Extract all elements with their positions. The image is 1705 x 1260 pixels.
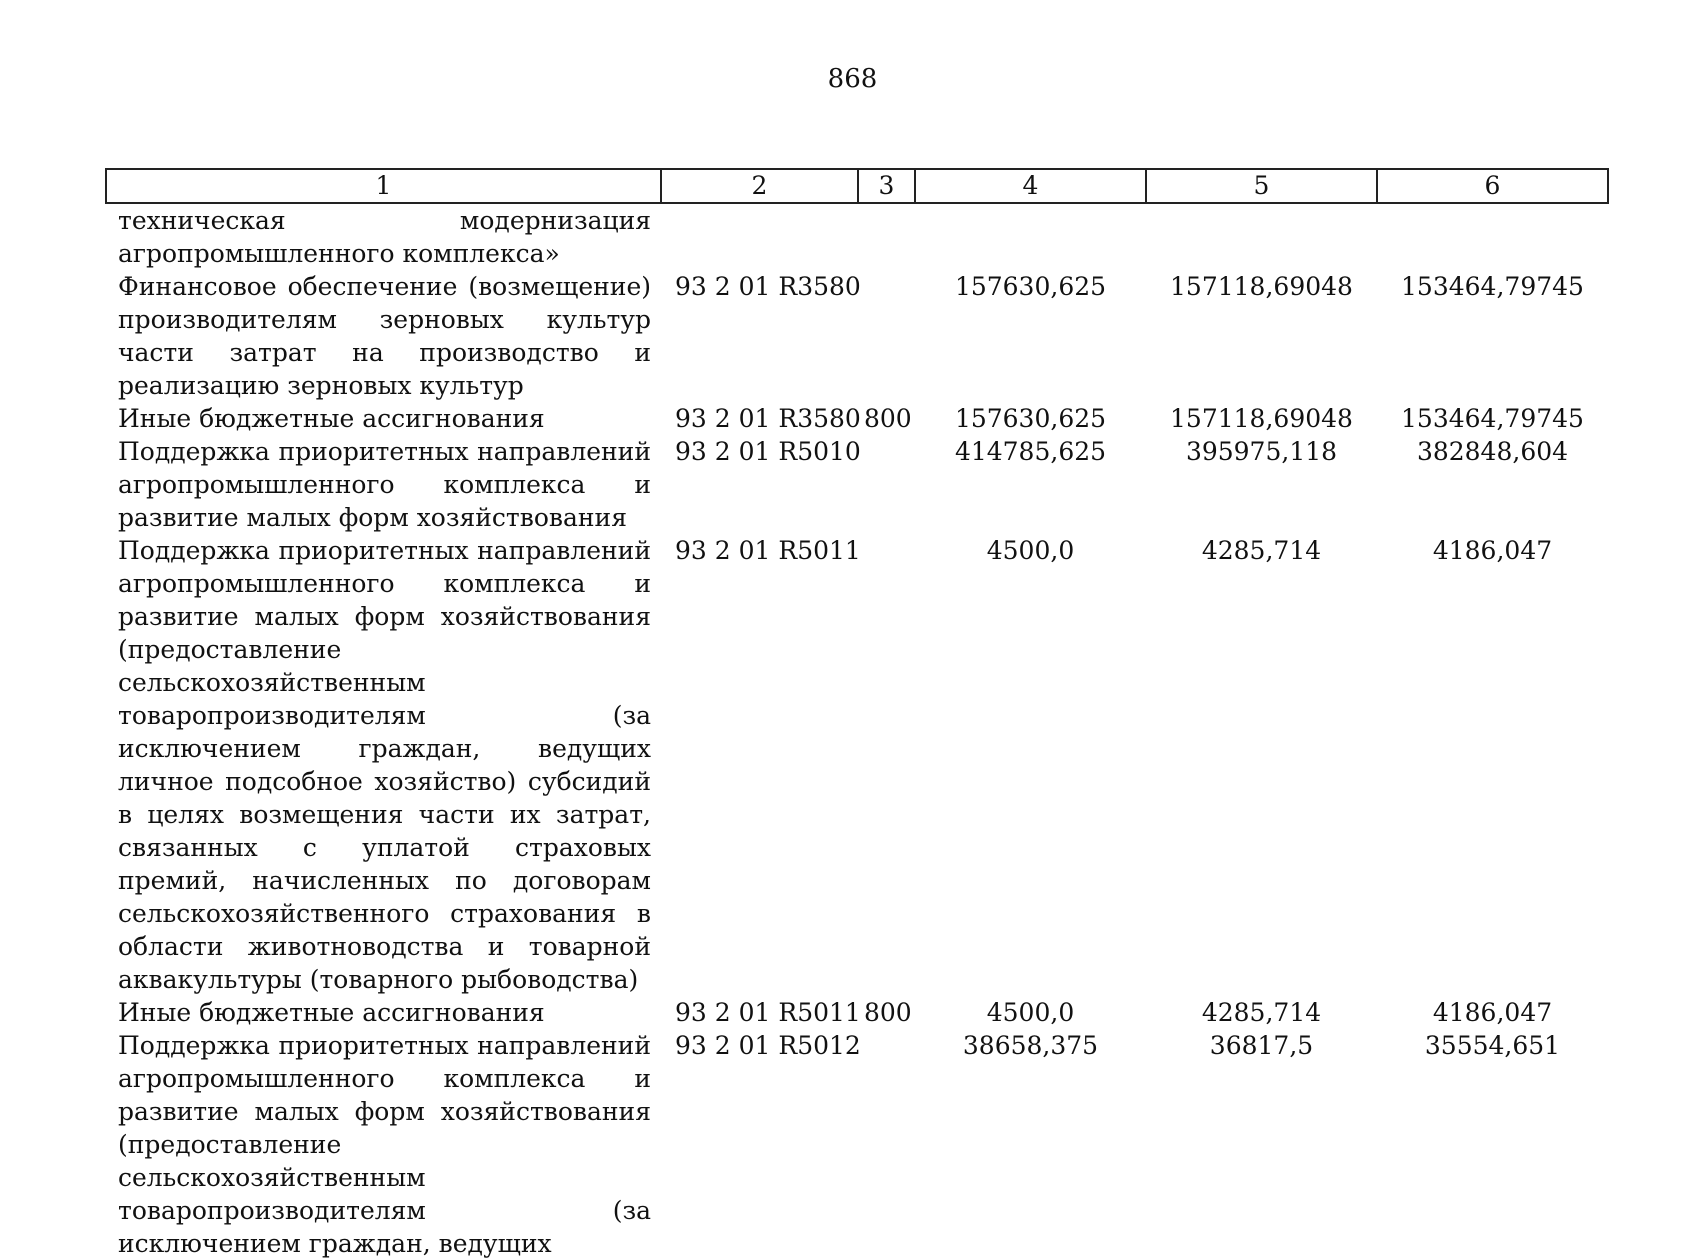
row-name: Иные бюджетные ассигнования (118, 998, 545, 1027)
row-value-2: 36817,5 (1209, 1031, 1314, 1060)
row-value-2: 4285,714 (1201, 998, 1322, 1027)
table-row (106, 203, 1608, 270)
header-col-2: 2 (661, 169, 858, 203)
row-name: Поддержка приоритетных направлений агропромышленного комплекса и развитие малых форм хозяйствования (предоставление сельскохозяйственным товаропроизводителям (за исключением граждан, ведущих личное подсобное хозяйство) субсидий в целях возмещения части их затрат, связанных с уплатой страховых премий, начисленных по договорам сельскохозяйственного страхования в области животноводства и товарной аквакультуры (товарного рыбоводства) (118, 536, 651, 994)
row-code: 93 2 01 R5010 (675, 437, 861, 466)
row-value-2 (1146, 203, 1377, 270)
row-value-3: 4186,047 (1432, 998, 1553, 1027)
table-row (106, 435, 1608, 534)
row-code (661, 203, 858, 270)
row-code: 93 2 01 R5011 (675, 536, 861, 565)
row-value-2: 4285,714 (1201, 536, 1322, 565)
header-col-6: 6 (1377, 169, 1608, 203)
page-number: 868 (827, 64, 878, 94)
row-name: Иные бюджетные ассигнования (118, 404, 545, 433)
row-name: Поддержка приоритетных направлений агропромышленного комплекса и развитие малых форм хозяйствования (118, 437, 651, 532)
row-name: Финансовое обеспечение (возмещение) производителям зерновых культур части затрат на производство и реализацию зерновых культур (118, 272, 651, 400)
row-value-1: 38658,375 (962, 1031, 1099, 1060)
header-col-5: 5 (1146, 169, 1377, 203)
table-row (106, 402, 1608, 435)
header-col-1: 1 (106, 169, 661, 203)
row-kind (858, 1029, 915, 1260)
budget-table (105, 168, 1609, 1260)
header-col-3: 3 (858, 169, 915, 203)
row-value-3: 153464,79745 (1401, 272, 1584, 301)
row-kind (858, 435, 915, 534)
row-value-3: 4186,047 (1432, 536, 1553, 565)
row-code: 93 2 01 R5012 (675, 1031, 861, 1060)
row-code: 93 2 01 R3580 (675, 404, 861, 433)
header-col-4: 4 (915, 169, 1146, 203)
row-value-2: 395975,118 (1185, 437, 1338, 466)
row-name: техническая модернизация агропромышленного комплекса» (118, 206, 651, 268)
row-value-1 (915, 203, 1146, 270)
row-value-3 (1377, 203, 1608, 270)
row-value-3: 153464,79745 (1401, 404, 1584, 433)
table-row (106, 996, 1608, 1029)
row-value-1: 414785,625 (954, 437, 1107, 466)
row-kind (858, 203, 915, 270)
row-value-2: 157118,69048 (1170, 404, 1353, 433)
row-value-2: 157118,69048 (1170, 272, 1353, 301)
row-value-1: 157630,625 (954, 404, 1107, 433)
row-value-1: 4500,0 (986, 536, 1075, 565)
row-code: 93 2 01 R3580 (675, 272, 861, 301)
table-row (106, 534, 1608, 996)
table-row (106, 270, 1608, 402)
table-header-row (106, 169, 1608, 203)
row-value-1: 157630,625 (954, 272, 1107, 301)
row-value-3: 35554,651 (1424, 1031, 1561, 1060)
row-kind (858, 270, 915, 402)
row-code: 93 2 01 R5011 (675, 998, 861, 1027)
row-kind: 800 (864, 998, 912, 1027)
row-value-3: 382848,604 (1416, 437, 1569, 466)
row-kind (858, 534, 915, 996)
row-name: Поддержка приоритетных направлений агропромышленного комплекса и развитие малых форм хозяйствования (предоставление сельскохозяйственным товаропроизводителям (за исключением граждан, ведущих (118, 1031, 651, 1258)
table-row (106, 1029, 1608, 1260)
row-value-1: 4500,0 (986, 998, 1075, 1027)
row-kind: 800 (864, 404, 912, 433)
